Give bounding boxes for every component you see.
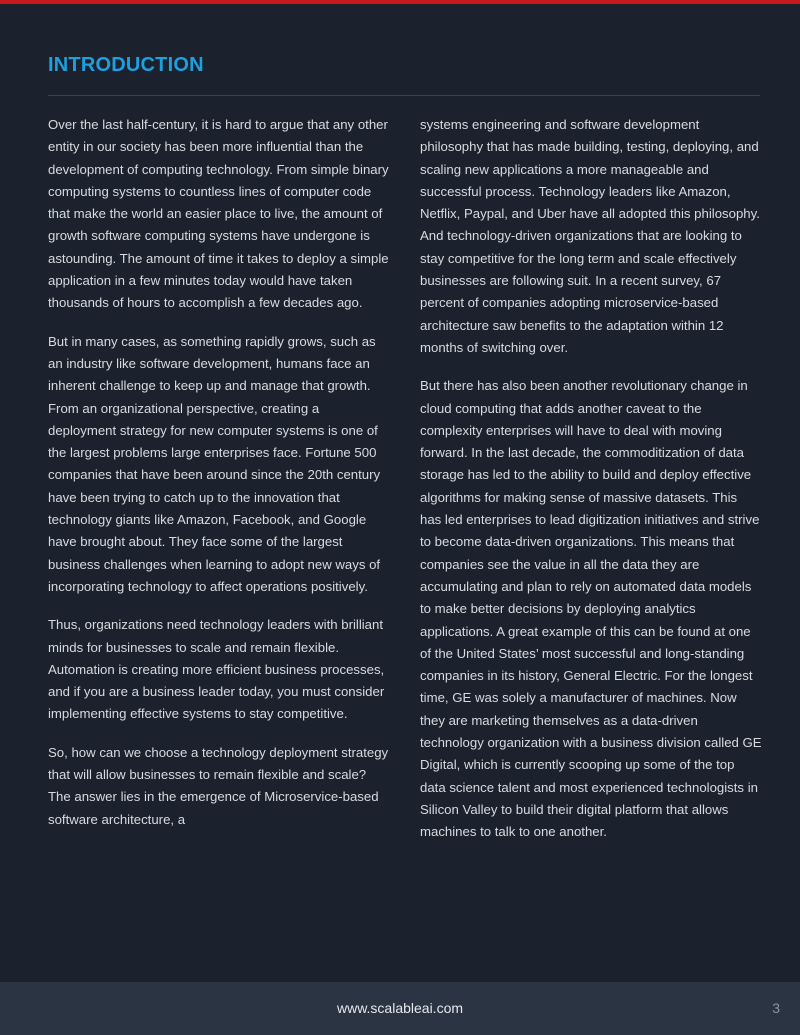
footer — [0, 982, 800, 1035]
page-title: INTRODUCTION — [48, 54, 204, 76]
paragraph: Thus, organizations need technology leaders with brilliant minds for businesses to scale and remain flexible. Automation is creating more efficient business processes, and if you are a business leader today, you must consider implementing effective systems to stay competitive. — [48, 617, 385, 722]
top-accent-bar — [0, 0, 800, 4]
paragraph: But there has also been another revolutionary change in cloud computing that adds another caveat to the complexity enterprises will have to deal with moving forward. In the last decade, the commoditization of data storage has led to the ability to build and deploy effective algorithms for making sense of massive datasets. This has led enterprises to lead digitization initiatives and strive to become data-driven organizations. This means that companies see the value in all the data they are accumulating and plan to rely on automated data models to make better decisions by deploying analytics applications. A great example of this can be found at one of the United States’ most successful and long-standing companies in its history, General Electric. For the longest time, GE was solely a manufacturer of machines. Now they are marketing themselves as a data-driven technology organization with a business division called GE Digital, which is currently scooping up some of the top data science talent and most experienced technologists in Silicon Valley to build their digital platform that allows machines to talk to one another. — [420, 378, 762, 840]
right-column — [420, 114, 762, 860]
title-divider — [48, 95, 760, 96]
paragraph: Over the last half-century, it is hard to argue that any other entity in our society has been more influential than the development of computing technology. From simple binary computing systems to countless lines of computer code that make the world an easier place to live, the amount of growth software computing systems have undergone is astounding. The amount of time it takes to deploy a simple application in a few minutes today would have taken thousands of hours to accomplish a few decades ago. — [48, 117, 389, 311]
paragraph: So, how can we choose a technology deployment strategy that will allow businesses to remain flexible and scale? The answer lies in the emergence of Microservice-based software architecture, a — [48, 744, 389, 827]
paragraph: systems engineering and software development philosophy that has made building, testing, deploying, and scaling new applications a more manageable and successful process. Technology leaders like Amazon, Netflix, Paypal, and Uber have all adopted this philosophy. And technology-driven organizations that are looking to stay competitive for the long term and scale effectively businesses are following suit. In a recent survey, 67 percent of companies adopting microservice-based architecture saw benefits to the adaptation within 12 months of switching over. — [420, 117, 760, 355]
left-column — [48, 114, 390, 847]
footer-url: www.scalableai.com — [336, 1000, 464, 1016]
page-number: 3 — [772, 1000, 780, 1016]
paragraph: But in many cases, as something rapidly grows, such as an industry like software development, humans face an inherent challenge to keep up and manage that growth. From an organizational perspective, creating a deployment strategy for new computer systems is one of the largest problems large enterprises face. Fortune 500 companies that have been around since the 20th century have been trying to catch up to the innovation that technology giants like Amazon, Facebook, and Google have brought about. They face some of the largest business challenges when learning to adopt new ways of incorporating technology to affect operations positively. — [48, 333, 381, 594]
